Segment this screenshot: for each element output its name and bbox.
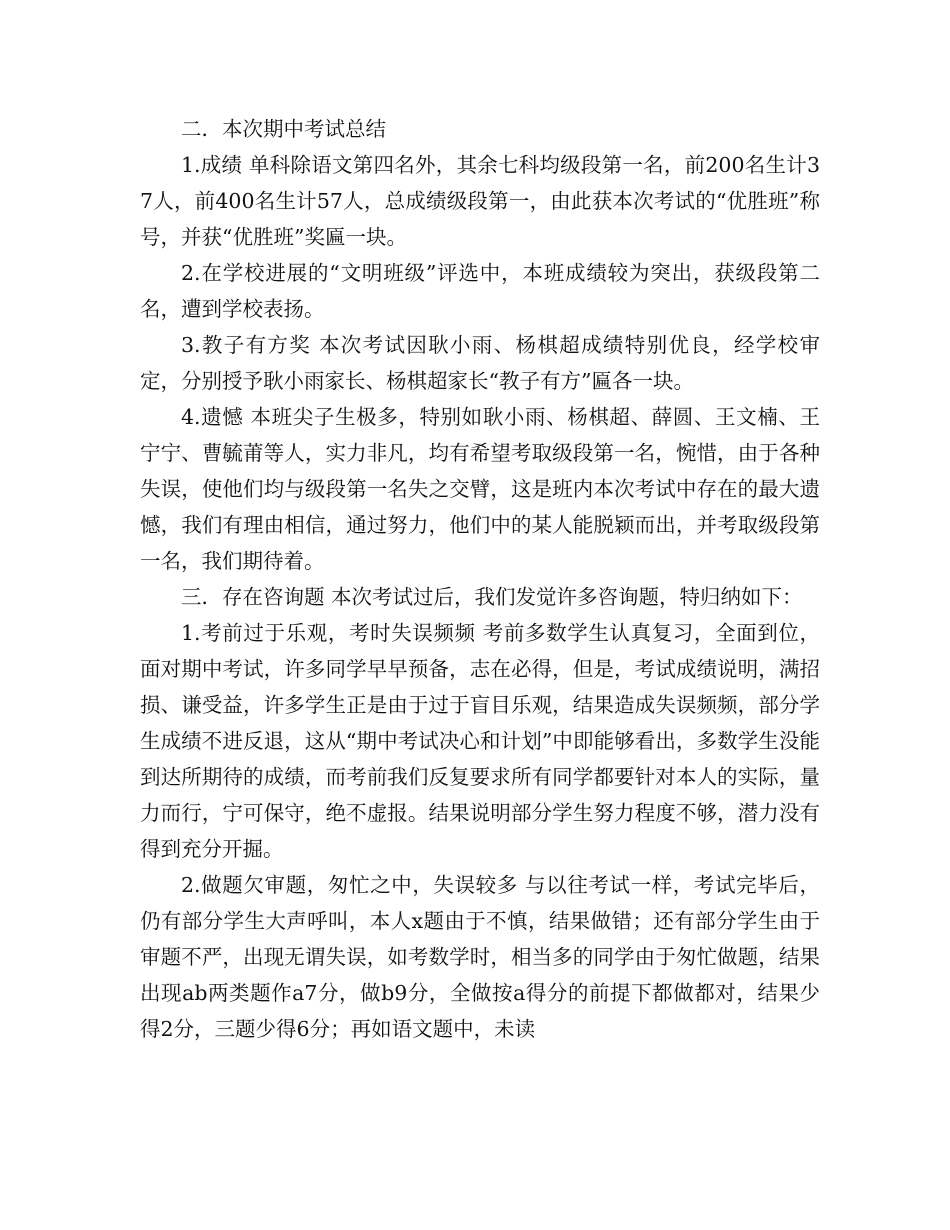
paragraph-regret: 4.遗憾 本班尖子生极多，特别如耿小雨、杨棋超、薛圆、王文楠、王宁宁、曹毓莆等人，实力非凡，均有希望考取级段第一名，惋惜，由于各种失误，使他们均与级段第一名失之交臂，这是班内本次考试中存在的最大遗憾，我们有理由相信，通过努力，他们中的某人能脱颖而出，并考取级段第一名，我们期待着。 <box>140 405 820 573</box>
paragraph-parenting-award: 3.教子有方奖 本次考试因耿小雨、杨棋超成绩特别优良，经学校审定，分别授予耿小雨家长、杨棋超家长“教子有方”匾各一块。 <box>140 333 820 393</box>
paragraph-grades: 1.成绩 单科除语文第四名外，其余七科均级段第一名，前200名生计37人，前400名生计57人，总成绩级段第一，由此获本次考试的“优胜班”称号，并获“优胜班”奖匾一块。 <box>140 153 820 249</box>
section-heading-problems: 三．存在咨询题 本次考试过后，我们发觉许多咨询题，特归纳如下： <box>181 585 803 609</box>
document-page <box>140 111 820 1047</box>
paragraph-overconfidence: 1.考前过于乐观，考时失误频频 考前多数学生认真复习，全面到位，面对期中考试，许多同学早早预备，志在必得，但是，考试成绩说明，满招损、谦受益，许多学生正是由于过于盲目乐观，结果造成失误频频，部分学生成绩不进反退，这从“期中考试决心和计划”中即能够看出，多数学生没能到达所期待的成绩，而考前我们反复要求所有同学都要针对本人的实际，量力而行，宁可保守，绝不虚报。结果说明部分学生努力程度不够，潜力没有得到充分开掘。 <box>140 621 820 861</box>
section-heading-exam-summary: 二．本次期中考试总结 <box>181 117 386 141</box>
paragraph-careless-reading: 2.做题欠审题，匆忙之中，失误较多 与以往考试一样，考试完毕后，仍有部分学生大声呼叫，本人x题由于不慎，结果做错；还有部分学生由于审题不严，出现无谓失误，如考数学时，相当多的同学由于匆忙做题，结果出现ab两类题作a7分，做b9分，全做按a得分的前提下都做都对，结果少得2分，三题少得6分；再如语文题中，未读 <box>140 873 820 1041</box>
paragraph-civilized-class: 2.在学校进展的“文明班级”评选中，本班成绩较为突出，获级段第二名，遭到学校表扬。 <box>140 261 820 321</box>
